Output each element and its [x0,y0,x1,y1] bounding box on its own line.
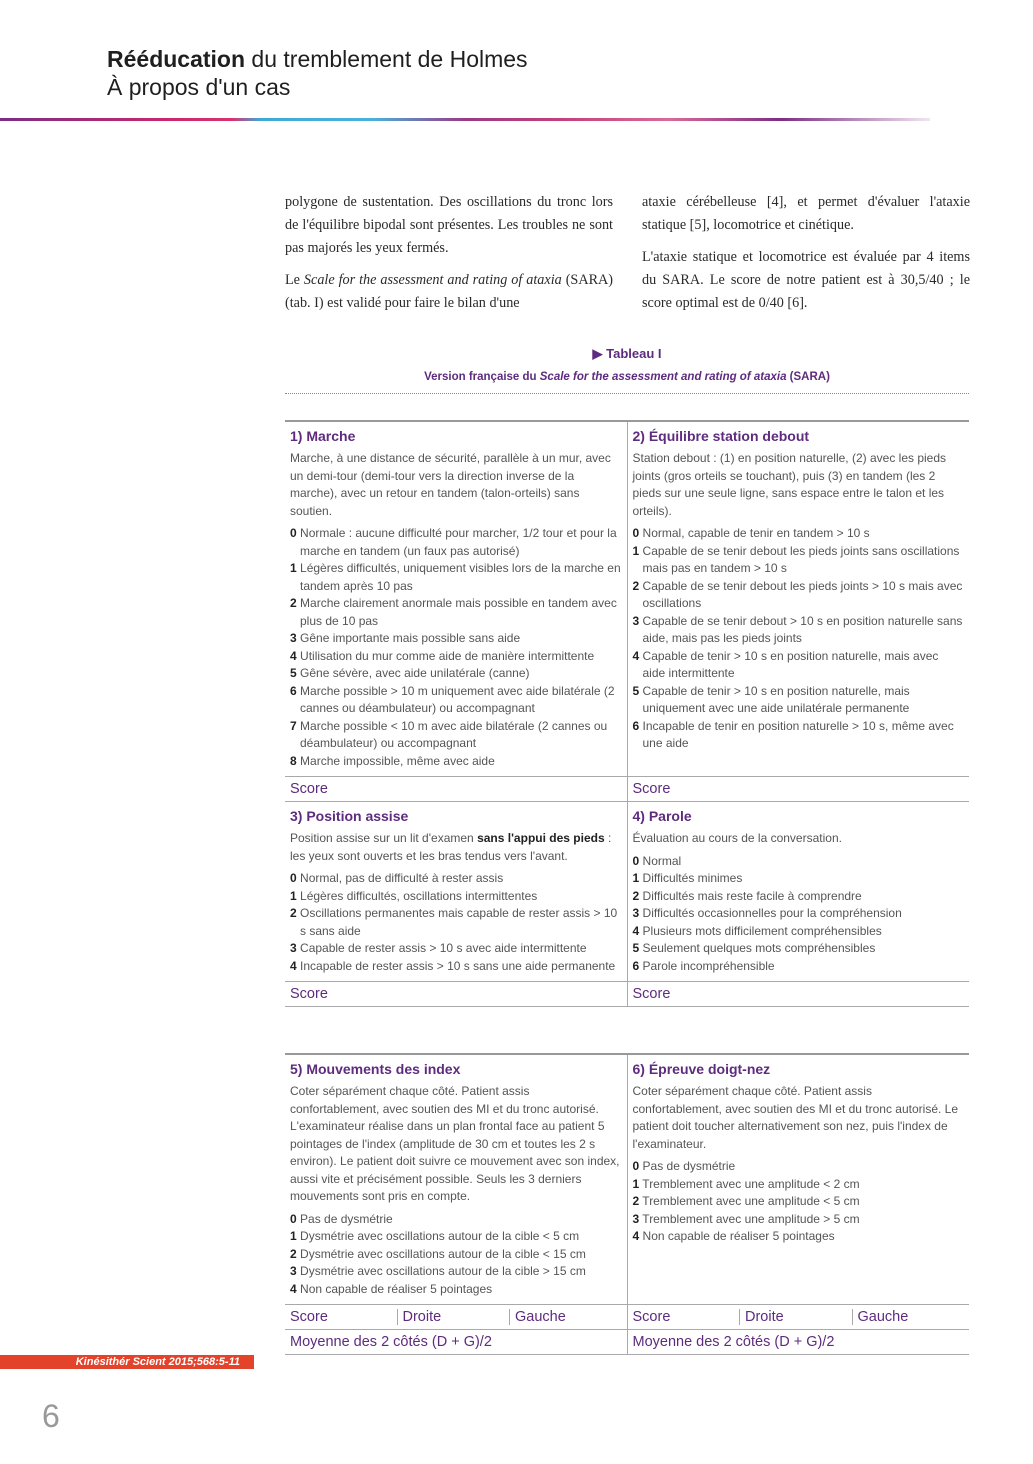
item-score: 3 [290,941,297,955]
item-list [290,870,622,975]
item-score: 2 [290,596,297,610]
item-text: Difficultés occasionnelles pour la compréhension [639,906,902,920]
item-text: Incapable de tenir en position naturelle > 10 s, même avec une aide [639,718,954,750]
item-text: Plusieurs mots difficilement compréhensibles [639,923,882,938]
item-text: Pas de dysmétrie [639,1159,736,1173]
item-text: Capable de rester assis > 10 s avec aide intermittente [296,941,587,955]
item-score: 1 [290,561,297,575]
scale-item [633,718,965,753]
section-title: 6) Épreuve doigt-nez [632,1061,771,1077]
scale-item [290,1211,622,1229]
item-score: 3 [290,1264,297,1278]
item-text: Normal, pas de difficulté à rester assis [296,871,504,885]
item-score: 5 [632,941,640,955]
scale-item [633,578,965,613]
droite-field[interactable]: Droite [739,1309,852,1325]
header-title [107,45,528,73]
section-parole [627,802,969,982]
item-text: Normal, capable de tenir en tandem > 10 s [639,526,870,540]
scale-item [633,1176,965,1194]
item-text: Capable de se tenir debout les pieds joints > 10 s mais avec oscillations [639,578,963,610]
item-score: 0 [632,853,640,868]
section-title: 4) Parole [632,808,692,824]
item-score: 2 [290,906,297,920]
scale-item [633,683,965,718]
item-score: 2 [632,578,640,593]
score-field-equilibre[interactable]: Score [627,777,969,802]
scale-item [633,905,965,923]
scale-item [290,525,622,560]
paragraph [285,269,613,315]
text-italic: Scale for the assessment and rating of ataxia [303,272,562,288]
scale-item [290,1281,622,1299]
item-score: 5 [632,683,640,698]
section-description: Station debout : (1) en position naturelle, (2) avec les pieds joints (gros orteils se touchant), puis (3) en tandem (les 2 pieds sur une seule ligne, sans espace entre le talon et les orteils). [632,451,947,518]
item-text: Dysmétrie avec oscillations autour de la cible < 15 cm [296,1246,586,1261]
item-text: Normale : aucune difficulté pour marcher, 1/2 tour et pour la marche en tandem (un faux pas autorisé) [296,526,617,558]
scale-item [290,1263,622,1281]
section-title: 1) Marche [290,428,356,444]
desc-span: : les yeux sont ouverts et les bras tendus vers l'avant. [290,831,612,863]
item-score: 3 [632,906,640,920]
item-score: 0 [290,1211,297,1226]
item-score: 4 [290,648,297,663]
body-column-right [642,191,970,324]
droite-field[interactable]: Droite [397,1309,510,1325]
moyenne-field-index[interactable]: Moyenne des 2 côtés (D + G)/2 [285,1330,627,1355]
header-divider [0,118,930,121]
section-title: 5) Mouvements des index [290,1061,461,1077]
item-list [290,1211,622,1299]
desc-bold: sans l'appui des pieds [477,831,605,845]
score-row-doigt-nez [627,1305,969,1330]
header-subtitle: À propos d'un cas [107,74,291,100]
paragraph: ataxie cérébelleuse [4], et permet d'évaluer l'ataxie statique [5], locomotrice et cinétique. [642,194,970,233]
item-score: 2 [290,1246,297,1261]
item-score: 8 [290,753,297,768]
scale-item [290,888,622,906]
item-score: 2 [632,1194,640,1208]
scale-item [633,543,965,578]
paragraph: polygone de sustentation. Des oscillations du tronc lors de l'équilibre bipodal sont présentes. Les troubles ne sont pas majorés les yeux fermés. [285,194,613,256]
score-field[interactable]: Score [632,1309,671,1325]
section-description: Coter séparément chaque côté. Patient assis confortablement, avec soutien des MI et du tronc autorisé. Le patient doit toucher alternativement son nez, puis l'index de l'examinateur. [632,1084,959,1151]
item-score: 1 [632,1176,640,1191]
gauche-field[interactable]: Gauche [509,1309,622,1325]
caption-italic: Scale for the assessment and rating of ataxia [539,371,787,383]
item-list [633,525,965,753]
item-score: 6 [290,683,297,698]
score-field-marche[interactable]: Score [285,777,627,802]
moyenne-field-doigt-nez[interactable]: Moyenne des 2 côtés (D + G)/2 [627,1330,969,1355]
section-description: Marche, à une distance de sécurité, parallèle à un mur, avec un demi-tour (demi-tour vers la direction inverse de la marche), avec un retour en tandem (talon-orteils) sans soutien. [290,451,611,518]
scale-item [290,958,622,976]
scale-item [633,1228,965,1246]
item-text: Gêne sévère, avec aide unilatérale (canne) [296,666,530,680]
item-text: Capable de se tenir debout les pieds joints sans oscillations mais pas en tandem > 10 s [639,543,960,575]
scale-item [290,630,622,648]
score-field[interactable]: Score [290,1309,328,1325]
scale-item [633,940,965,958]
section-description: Évaluation au cours de la conversation. [632,831,842,845]
scale-item [633,958,965,976]
item-score: 6 [632,958,640,973]
scale-item [633,1193,965,1211]
score-row-index [285,1305,627,1330]
scale-item [290,1246,622,1264]
score-field-parole[interactable]: Score [627,982,969,1007]
score-field-position-assise[interactable]: Score [285,982,627,1007]
item-text: Tremblement avec une amplitude > 5 cm [639,1211,860,1226]
item-score: 1 [632,871,640,885]
sara-table-part1 [285,420,969,1007]
scale-item [290,718,622,753]
section-mouvements-index [285,1054,627,1305]
table-label: ▶ Tableau I [592,346,662,361]
section-description: Coter séparément chaque côté. Patient assis confortablement, avec soutien des MI et du tronc autorisé. L'examinateur réalise dans un plan frontal face au patient 5 pointages de l'index (amplitude de 30 cm et toutes les 2 s environ). Le patient doit suivre ce mouvement avec son index, aussi vite et précisément possible. Seuls les 3 derniers mouvements sont pris en compte. [290,1084,620,1203]
paragraph: L'ataxie statique et locomotrice est évaluée par 4 items du SARA. Le score de notre patient est à 30,5/40 ; le score optimal est de 0/40 [6]. [642,249,970,311]
item-text: Légères difficultés, uniquement visibles lors de la marche en tandem après 10 pas [296,561,621,593]
page-number: 6 [42,1398,60,1434]
scale-item [633,853,965,871]
scale-item [633,525,965,543]
page-header [107,45,528,101]
item-text: Marche possible < 10 m avec aide bilatérale (2 cannes ou déambulateur) ou accompagnant [296,718,608,750]
sara-table-part2 [285,1053,969,1355]
item-text: Dysmétrie avec oscillations autour de la cible < 5 cm [296,1229,580,1243]
item-score: 7 [290,718,297,733]
caption-span: (SARA) [786,371,830,383]
scale-item [633,1158,965,1176]
item-text: Non capable de réaliser 5 pointages [296,1281,493,1296]
text-span: Le [285,272,304,288]
table-dotted-divider [285,393,969,394]
scale-item [290,940,622,958]
item-text: Oscillations permanentes mais capable de rester assis > 10 s sans aide [296,906,618,938]
scale-item [290,595,622,630]
item-text: Gêne importante mais possible sans aide [296,631,521,645]
item-score: 3 [632,613,640,628]
scale-item [633,888,965,906]
item-text: Difficultés minimes [639,871,743,885]
scale-item [290,683,622,718]
item-text: Non capable de réaliser 5 pointages [639,1229,835,1243]
item-score: 2 [632,888,640,903]
item-score: 5 [290,666,297,680]
item-text: Marche clairement anormale mais possible en tandem avec plus de 10 pas [296,596,617,628]
item-text: Marche impossible, même avec aide [296,753,495,768]
section-position-assise [285,802,627,982]
section-doigt-nez [627,1054,969,1305]
item-score: 4 [632,648,640,663]
item-score: 1 [632,543,640,558]
body-column-left [285,191,613,324]
scale-item [290,753,622,771]
section-description [290,830,622,865]
scale-item [633,648,965,683]
item-text: Difficultés mais reste facile à comprendre [639,888,862,903]
item-score: 4 [632,923,640,938]
section-marche [285,421,627,777]
item-text: Incapable de rester assis > 10 s sans une aide permanente [296,958,616,973]
item-text: Dysmétrie avec oscillations autour de la cible > 15 cm [296,1264,586,1278]
item-list [633,1158,965,1246]
scale-item [290,665,622,683]
item-text: Pas de dysmétrie [296,1211,393,1226]
item-text: Marche possible > 10 m uniquement avec aide bilatérale (2 cannes ou déambulateur) ou accompagnant [296,683,615,715]
item-text: Seulement quelques mots compréhensibles [639,941,876,955]
item-score: 3 [290,631,297,645]
item-text: Capable de tenir > 10 s en position naturelle, mais uniquement avec une aide unilatérale permanente [639,683,910,715]
scale-item [290,560,622,595]
scale-item [633,870,965,888]
table-caption [285,371,969,383]
item-score: 0 [290,871,297,885]
section-title: 2) Équilibre station debout [632,428,810,444]
item-score: 4 [632,1229,640,1243]
gauche-field[interactable]: Gauche [852,1309,965,1325]
item-list [290,525,622,770]
item-score: 1 [290,888,297,903]
section-title: 3) Position assise [290,808,409,824]
scale-item [290,1228,622,1246]
item-score: 4 [290,958,297,973]
journal-citation: Kinésithér Scient 2015;568:5-11 [0,1355,254,1369]
scale-item [633,613,965,648]
section-equilibre [627,421,969,777]
desc-span: Position assise sur un lit d'examen [290,831,478,845]
item-list [633,853,965,976]
item-text: Capable de tenir > 10 s en position naturelle, mais avec aide intermittente [639,648,939,680]
item-score: 3 [632,1211,640,1226]
item-score: 4 [290,1281,297,1296]
item-text: Normal [639,853,682,868]
item-text: Légères difficultés, oscillations intermittentes [296,888,538,903]
caption-span: Version française du [424,371,540,383]
text-span: (SARA) (tab. I) est validé pour faire le bilan d'une [285,272,613,311]
scale-item [290,905,622,940]
scale-item [633,923,965,941]
header-title-bold: Rééducation [107,46,246,72]
item-score: 0 [290,526,297,540]
item-text: Utilisation du mur comme aide de manière intermittente [296,648,595,663]
item-text: Capable de se tenir debout > 10 s en position naturelle sans aide, mais pas les pieds joints [639,613,963,645]
item-text: Parole incompréhensible [639,958,775,973]
item-text: Tremblement avec une amplitude < 2 cm [639,1176,860,1191]
item-score: 6 [632,718,640,733]
header-title-rest: du tremblement de Holmes [245,46,528,72]
scale-item [290,648,622,666]
item-score: 1 [290,1229,297,1243]
item-text: Tremblement avec une amplitude < 5 cm [639,1194,860,1208]
item-score: 0 [632,1159,640,1173]
scale-item [290,870,622,888]
scale-item [633,1211,965,1229]
item-score: 0 [632,526,640,540]
